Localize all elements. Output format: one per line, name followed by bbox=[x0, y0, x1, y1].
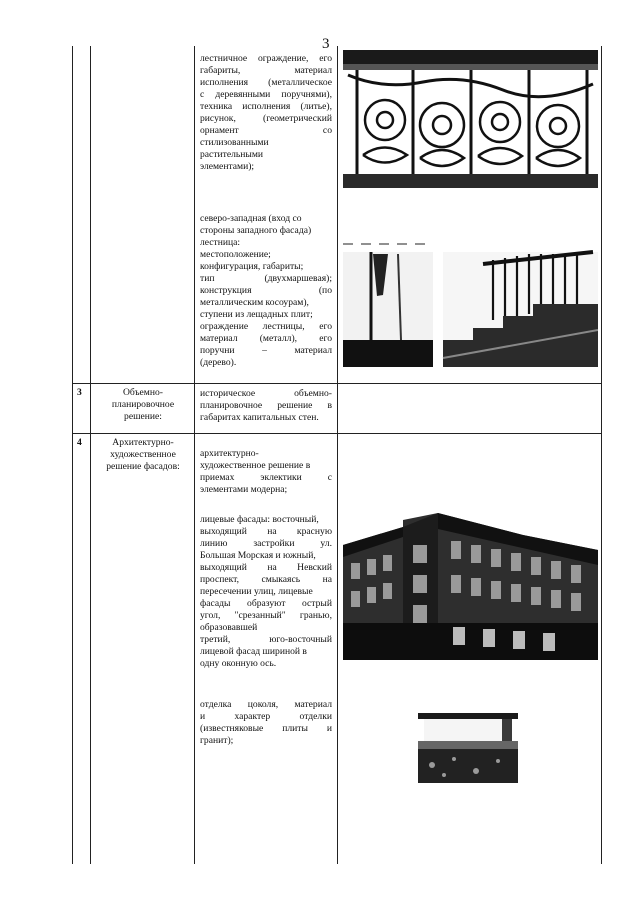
text-line: ограждение лестницы, его bbox=[200, 321, 332, 332]
text-line: фасады образуют острый bbox=[200, 598, 332, 609]
text-line: Большая Морская и южный, bbox=[200, 550, 316, 561]
text-line: растительными bbox=[200, 149, 264, 160]
text-line: с деревянными поручнями), bbox=[200, 89, 332, 100]
text-line: конструкция (по bbox=[200, 285, 332, 296]
page-number: 3 bbox=[322, 36, 330, 52]
text-line: третий, юго-восточный bbox=[200, 634, 332, 645]
row-label-text: Объемно- планировочное решение: bbox=[111, 387, 175, 422]
text-line: ступени из лещадных плит; bbox=[200, 309, 313, 320]
cast-iron-railing-photo bbox=[343, 50, 598, 188]
northwest-staircase-photo bbox=[343, 240, 598, 367]
text-line: архитектурно- bbox=[200, 448, 259, 459]
building-corner-photo bbox=[343, 505, 598, 660]
text-line: образовавшей bbox=[200, 622, 258, 633]
text-line: элементами модерна; bbox=[200, 484, 288, 495]
text-line: орнамент со bbox=[200, 125, 332, 136]
row-separator-top-3 bbox=[72, 383, 602, 384]
text-line: металлическим косоурам), bbox=[200, 297, 309, 308]
column-divider-description bbox=[337, 46, 338, 864]
text-line: материал (металл), его bbox=[200, 333, 332, 344]
text-line: лицевые фасады: восточный, bbox=[200, 514, 319, 525]
text-line: приемах эклектики с bbox=[200, 472, 332, 483]
row-separator-3-4 bbox=[72, 433, 602, 434]
column-divider-label bbox=[194, 46, 195, 864]
text-line: габариты, материал bbox=[200, 65, 332, 76]
text-line: лицевой фасад шириной в bbox=[200, 646, 307, 657]
text-line: элементами); bbox=[200, 161, 255, 172]
text-line: гранит); bbox=[200, 735, 234, 746]
column-divider-number bbox=[90, 46, 91, 864]
text-line: (дерево). bbox=[200, 357, 237, 368]
text-line: линию застройки ул. bbox=[200, 538, 332, 549]
text-line: стилизованными bbox=[200, 137, 269, 148]
text-line: художественное решение в bbox=[200, 460, 311, 471]
text-line: и характер отделки bbox=[200, 711, 332, 722]
text-line: историческое объемно- bbox=[200, 388, 332, 399]
table-border-right bbox=[601, 46, 602, 864]
plinth-detail-photo bbox=[418, 713, 518, 783]
text-line: габаритах капитальных стен. bbox=[200, 412, 319, 423]
text-line: исполнения (металлическое bbox=[200, 77, 332, 88]
row-number: 4 bbox=[77, 437, 82, 448]
text-line: лестничное ограждение, его bbox=[200, 53, 332, 64]
text-line: планировочное решение в bbox=[200, 400, 332, 411]
table-border-left bbox=[72, 46, 73, 864]
text-line: техника исполнения (литье), bbox=[200, 101, 332, 112]
text-line: стороны западного фасада) bbox=[200, 225, 312, 236]
text-line: выходящий на красную bbox=[200, 526, 332, 537]
text-line: лестница: bbox=[200, 237, 241, 248]
text-line: угол, "срезанный" гранью, bbox=[200, 610, 332, 621]
text-line: тип (двухмаршевая); bbox=[200, 273, 332, 284]
row-label bbox=[96, 437, 190, 472]
text-line: отделка цоколя, материал bbox=[200, 699, 332, 710]
text-line: одну оконную ось. bbox=[200, 658, 277, 669]
row-number: 3 bbox=[77, 387, 82, 398]
text-line: выходящий на Невский bbox=[200, 562, 332, 573]
text-line: местоположение; bbox=[200, 249, 271, 260]
row-label bbox=[96, 387, 190, 422]
text-line: пересечении улиц, лицевые bbox=[200, 586, 313, 597]
text-line: поручни – материал bbox=[200, 345, 332, 356]
row-label-text: Архитектурно- художественное решение фасадов: bbox=[106, 437, 180, 472]
text-line: (известняковые плиты и bbox=[200, 723, 332, 734]
text-line: конфигурация, габариты; bbox=[200, 261, 304, 272]
text-line: северо-западная (вход со bbox=[200, 213, 302, 224]
text-line: проспект, смыкаясь на bbox=[200, 574, 332, 585]
text-line: рисунок, (геометрический bbox=[200, 113, 332, 124]
